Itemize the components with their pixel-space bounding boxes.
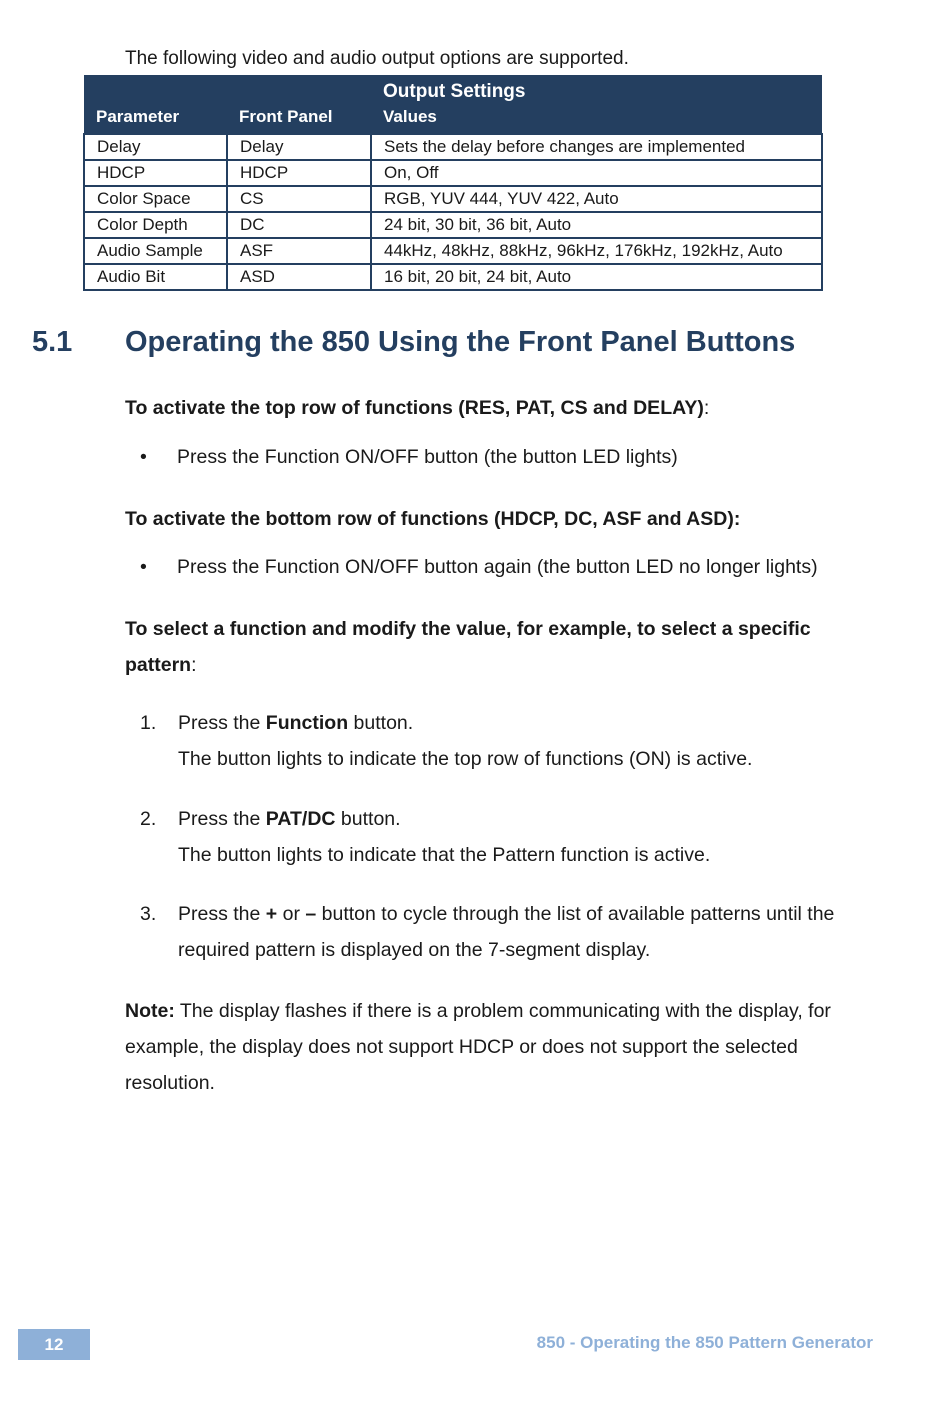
table-row (84, 186, 822, 212)
table-cell: 16 bit, 20 bit, 24 bit, Auto (371, 264, 822, 290)
table-cell: On, Off (371, 160, 822, 186)
list-item: • Press the Function ON/OFF button again (the button LED no longer lights) (140, 556, 818, 578)
step-item: 1. Press the Function button. The button lights to indicate the top row of functions (ON) is active. (140, 705, 880, 777)
intro-text: The following video and audio output options are supported. (125, 48, 629, 69)
bullet-icon: • (140, 556, 147, 578)
note-label: Note: (125, 1000, 175, 1022)
table-cell: 44kHz, 48kHz, 88kHz, 96kHz, 176kHz, 192kHz, Auto (371, 238, 822, 264)
table-cell: DC (227, 212, 371, 238)
table-row (84, 238, 822, 264)
section-number: 5.1 (32, 326, 73, 358)
note: Note: The display flashes if there is a problem communicating with the display, for example, the display does not support HDCP or does not support the selected resolution. (125, 1000, 831, 1094)
table-cell: 24 bit, 30 bit, 36 bit, Auto (371, 212, 822, 238)
table-group-header-row (84, 75, 822, 103)
table-row (84, 134, 822, 160)
page-number: 12 (18, 1329, 90, 1360)
table-cell: Audio Sample (84, 238, 227, 264)
select-function-instruction: To select a function and modify the value, for example, to select a specific pattern: (125, 618, 811, 676)
table-row (84, 160, 822, 186)
table-cell: Audio Bit (84, 264, 227, 290)
top-row-instruction: To activate the top row of functions (RES, PAT, CS and DELAY): (125, 397, 710, 419)
table-cell: HDCP (84, 160, 227, 186)
column-header: Values (371, 103, 822, 134)
bottom-row-instruction: To activate the bottom row of functions (HDCP, DC, ASF and ASD): (125, 508, 741, 530)
step-item: 3. Press the + or – button to cycle through the list of available patterns until the required pattern is displayed on the 7-segment display. (140, 896, 880, 968)
table-cell: Delay (227, 134, 371, 160)
list-item: • Press the Function ON/OFF button (the button LED lights) (140, 446, 678, 468)
table-cell: Delay (84, 134, 227, 160)
table-cell: HDCP (227, 160, 371, 186)
footer-title: 850 - Operating the 850 Pattern Generator (536, 1333, 873, 1352)
column-header: Parameter (84, 103, 227, 134)
step-number: 1. (140, 712, 157, 734)
table-cell: ASF (227, 238, 371, 264)
section-heading (32, 326, 795, 359)
table-row (84, 264, 822, 290)
table-header-row (84, 103, 822, 134)
table-cell: ASD (227, 264, 371, 290)
table-cell: Color Space (84, 186, 227, 212)
column-header: Front Panel (227, 103, 371, 134)
bullet-icon: • (140, 446, 147, 468)
table-cell: RGB, YUV 444, YUV 422, Auto (371, 186, 822, 212)
step-result: The button lights to indicate that the Pattern function is active. (178, 844, 711, 866)
step-result: The button lights to indicate the top row of functions (ON) is active. (178, 748, 753, 770)
section-title: Operating the 850 Using the Front Panel Buttons (125, 326, 796, 358)
table-cell: Sets the delay before changes are implemented (371, 134, 822, 160)
table-row (84, 212, 822, 238)
group-header: Output Settings (371, 75, 822, 103)
table-cell: CS (227, 186, 371, 212)
step-number: 3. (140, 903, 157, 925)
table-cell: Color Depth (84, 212, 227, 238)
step-number: 2. (140, 808, 157, 830)
step-item: 2. Press the PAT/DC button. The button lights to indicate that the Pattern function is active. (140, 801, 880, 873)
output-settings-table (83, 75, 823, 291)
